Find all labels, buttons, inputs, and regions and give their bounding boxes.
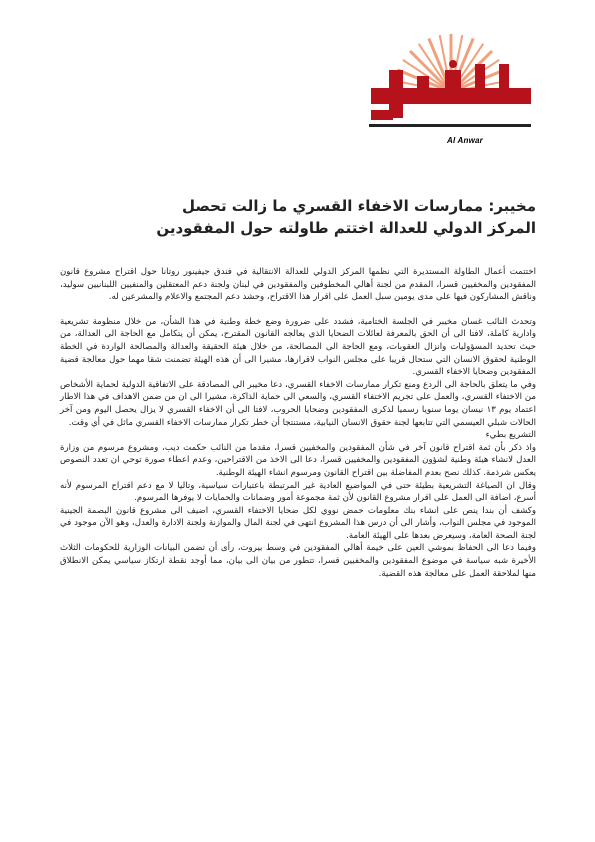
wordmark-stroke: [449, 60, 457, 68]
wordmark-stroke: [371, 110, 393, 120]
masthead-logo: [355, 30, 535, 150]
headline-line-1: مخيبر: ممارسات الاخفاء القسري ما زالت تحصل: [181, 197, 536, 215]
subheading-slow-legislation: التشريع بطيء: [485, 430, 536, 441]
paragraph-drafting: وقال ان الصياغة التشريعية بطيئة حتى في المواضيع العادية غير المرتبطة باعتبارات سياسية، وتاليا لا مع دعم اقتراح المرسوم لأنه أسرع، اضافة الى العمل على اقرار مشروع القانون لأن ثمة مجموعة أمور وضمانات والحمايات لا يوفرها المرسوم.: [60, 480, 536, 504]
wordmark-stroke: [417, 76, 429, 102]
logo-latin-text: Al Anwar: [447, 136, 483, 145]
paragraph-dna-bank: وكشف أن بندا ينص على انشاء بنك معلومات حمض نووي لكل ضحايا الاختفاء القسري، اضيف الى مشروع قانون البصمة الجينية الموجود في مجلس النواب، وأشار الى أن درس هذا المشروع انتهى في لجنة المال والموازنة ولجنة الادارة والعدل، وهو الآن موجود في لجنة الصحة العامة، وسيعرض بعدها على الهيئة العامة.: [60, 505, 536, 541]
wordmark-stroke: [369, 124, 531, 127]
wordmark-stroke: [475, 64, 485, 104]
wordmark-stroke: [445, 70, 461, 104]
logo-wordmark: [369, 60, 531, 127]
paragraph-other-proposals: واذ ذكر بأن ثمة اقتراح قانون آخر في شأن المفقودين والمخفيين قسرا، مقدما من النائب حكمت ديب، ومشروع مرسوم من وزارة العدل لانشاء هيئة وطنية لشؤون المفقودين والمخفيين قسرا، دعا الى الاخذ من الاقتراحين، وعدم اعطاء صورة توحي ان تعدد النصوص يعكس شرذمة. كذلك نصح بعدم المفاضلة بين اقتراح القانون ومرسوم انشاء الهيئة الوطنية.: [60, 442, 536, 478]
sunburst-logo-icon: [355, 30, 535, 150]
paragraph-mukheiber-plan: وتحدث النائب غسان مخيبر في الجلسة الختامية، فشدد على ضرورة وضع خطة وطنية في هذا الشأن، من خلال منظومة تشريعية وادارية كاملة، لافتا الى أن الحق بالمعرفة لعائلات الضحايا الذي يعالجه القانون المقترح، يمكن أن يتكامل مع الحاجة الى العدالة، من حيث تحديد المسؤوليات وانزال العقوبات، ومع الحاجة الى المصالحة، من خلال هيئة الحقيقة والعدالة والمصالحة الواردة في الخطة الوطنية لحقوق الانسان التي ستحال قريبا على مجلس النواب لاقرارها، مشيرا الى أن هذه الهيئة تضمنت شقا مهما حول معالجة قضية المفقودين وضحايا الاخفاء القسري.: [60, 316, 536, 378]
paragraph-intro: اختتمت أعمال الطاولة المستديرة التي نظمها المركز الدولي للعدالة الانتقالية في فندق جيفينور روتانا حول اقتراح مشروع قانون المفقودين والمخفيين قسرا، المقدم من لجنة أهالي المخطوفين والمفقودين في لبنان ولجنة دعم المعتقلين والمنفيين اللبنانيين سوليد، وناقش المشاركون فيها على مدى يومين سبل العمل على اقرار هذا الاقتراح، وحشد دعم المجتمع والاعلام والمشرعين له.: [60, 267, 536, 303]
headline: [60, 195, 536, 239]
wordmark-stroke: [499, 64, 509, 104]
paragraph-deterrence: وفي ما يتعلق بالحاجة الى الردع ومنع تكرار ممارسات الاخفاء القسري، دعا مخيبر الى المصادقة على الاتفاقية الدولية لحماية الأشخاص من الاختفاء القسري، والعمل على تجريم الاختفاء القسري، والسعي الى حماية الذاكرة، مشيرا الى ان من ضمن الاهداف في هذا الاطار اعتماد يوم ١٣ نيسان يوما سنويا رسميا لذكرى المفقودين وضحايا الحروب، لافتا الى أن الاخفاء القسري لا يزال يحصل اليوم ومن آخر الحالات شبلي العيسمي التي تتابعها لجنة حقوق الانسان النيابية، مستنتجا أن خطر تكرار ممارسات الاخفاء القسري ماثل في أي وقت.: [60, 379, 536, 428]
headline-line-2: المركز الدولي للعدالة اختتم طاولته حول المفقودين: [156, 219, 536, 237]
article-body: [60, 266, 536, 580]
paragraph-tent: وفيما دعا الى الحفاظ بموشي العين على خيمة أهالي المفقودين في وسط بيروت، رأى أن تضمن البيانات الوزارية للحكومات الثلاث الأخيرة شبه سياسة في موضوع المفقودين والمخفيين قسرا، تتطور من بيان الى بيان، مما أوجد نقطة ارتكاز سياسي يمكن الانطلاق منها لملاحقة العمل على معالجة هذه القضية.: [60, 543, 536, 579]
